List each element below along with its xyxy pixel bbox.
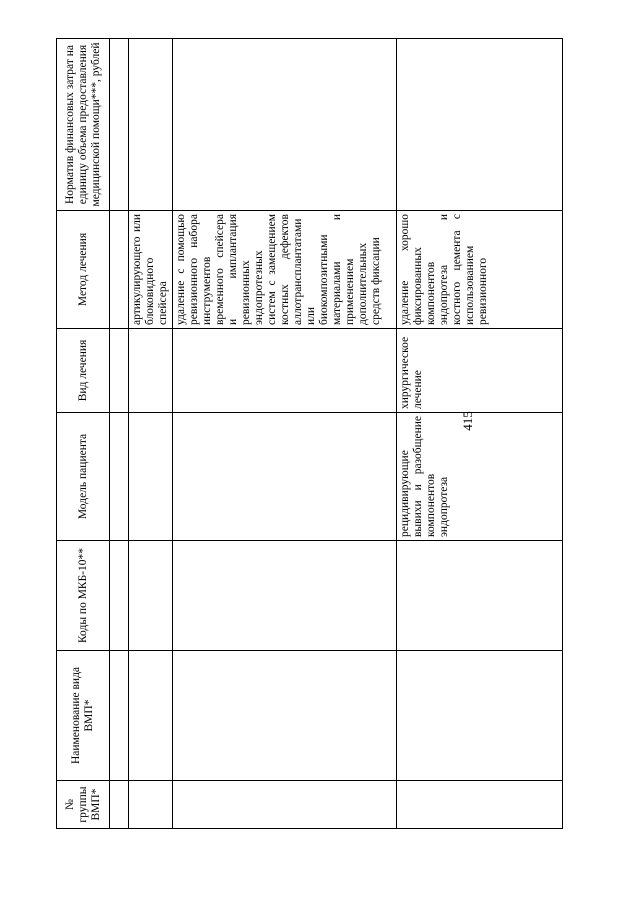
header-patient-model: Модель пациента [57, 413, 110, 541]
table-cell [129, 39, 173, 211]
patient-model-cell: рецидивирующие вывихи и разобщение компонентов эндопротеза [397, 413, 563, 541]
table-cell [110, 211, 129, 329]
header-treatment-type: Вид лечения [57, 329, 110, 413]
table-cell [110, 413, 129, 541]
table-cell [397, 781, 563, 829]
table-cell [110, 39, 129, 211]
table-cell [110, 651, 129, 781]
method-cell: удаление хорошо фиксированных компонентов эндопротеза и костного цемента с использованием ревизионного [397, 211, 563, 329]
table-cell [397, 39, 563, 211]
table-row [129, 39, 173, 829]
table-row [173, 39, 397, 829]
table-header-row [57, 39, 110, 829]
table-cell [173, 781, 397, 829]
table-row [397, 39, 563, 829]
header-cost-norm: Норматив финансовых затрат на единицу объема предоставления медицинской помощи***, рублей [57, 39, 110, 211]
page-number: 415 [460, 411, 475, 431]
table-cell [110, 541, 129, 651]
table-cell [397, 541, 563, 651]
table-cell [173, 329, 397, 413]
table-cell [129, 329, 173, 413]
table-cell [173, 541, 397, 651]
table-cell [110, 329, 129, 413]
table-cell [110, 781, 129, 829]
method-cell: артикулирующего или блоковидного спейсера [129, 211, 173, 329]
header-group-number: № группы ВМП* [57, 781, 110, 829]
vmp-table [56, 38, 563, 829]
table-cell [173, 413, 397, 541]
table-cell [173, 39, 397, 211]
table-cell [129, 541, 173, 651]
header-vmp-name: Наименование вида ВМП* [57, 651, 110, 781]
vmp-table-wrapper [56, 39, 563, 829]
header-treatment-method: Метод лечения [57, 211, 110, 329]
method-cell: удаление с помощью ревизионного набора инструментов временного спейсера и имплантация ревизионных эндопротезных систем с замещением костных дефектов аллотрансплантатами или биокомпозитными материалами и применением дополнительных средств фиксации [173, 211, 397, 329]
table-cell [129, 413, 173, 541]
table-cell [129, 651, 173, 781]
table-cell [397, 651, 563, 781]
treatment-type-cell: хирургическое лечение [397, 329, 563, 413]
table-cell [129, 781, 173, 829]
header-icd-codes: Коды по МКБ-10** [57, 541, 110, 651]
table-cell [173, 651, 397, 781]
table-spacer-row [110, 39, 129, 829]
